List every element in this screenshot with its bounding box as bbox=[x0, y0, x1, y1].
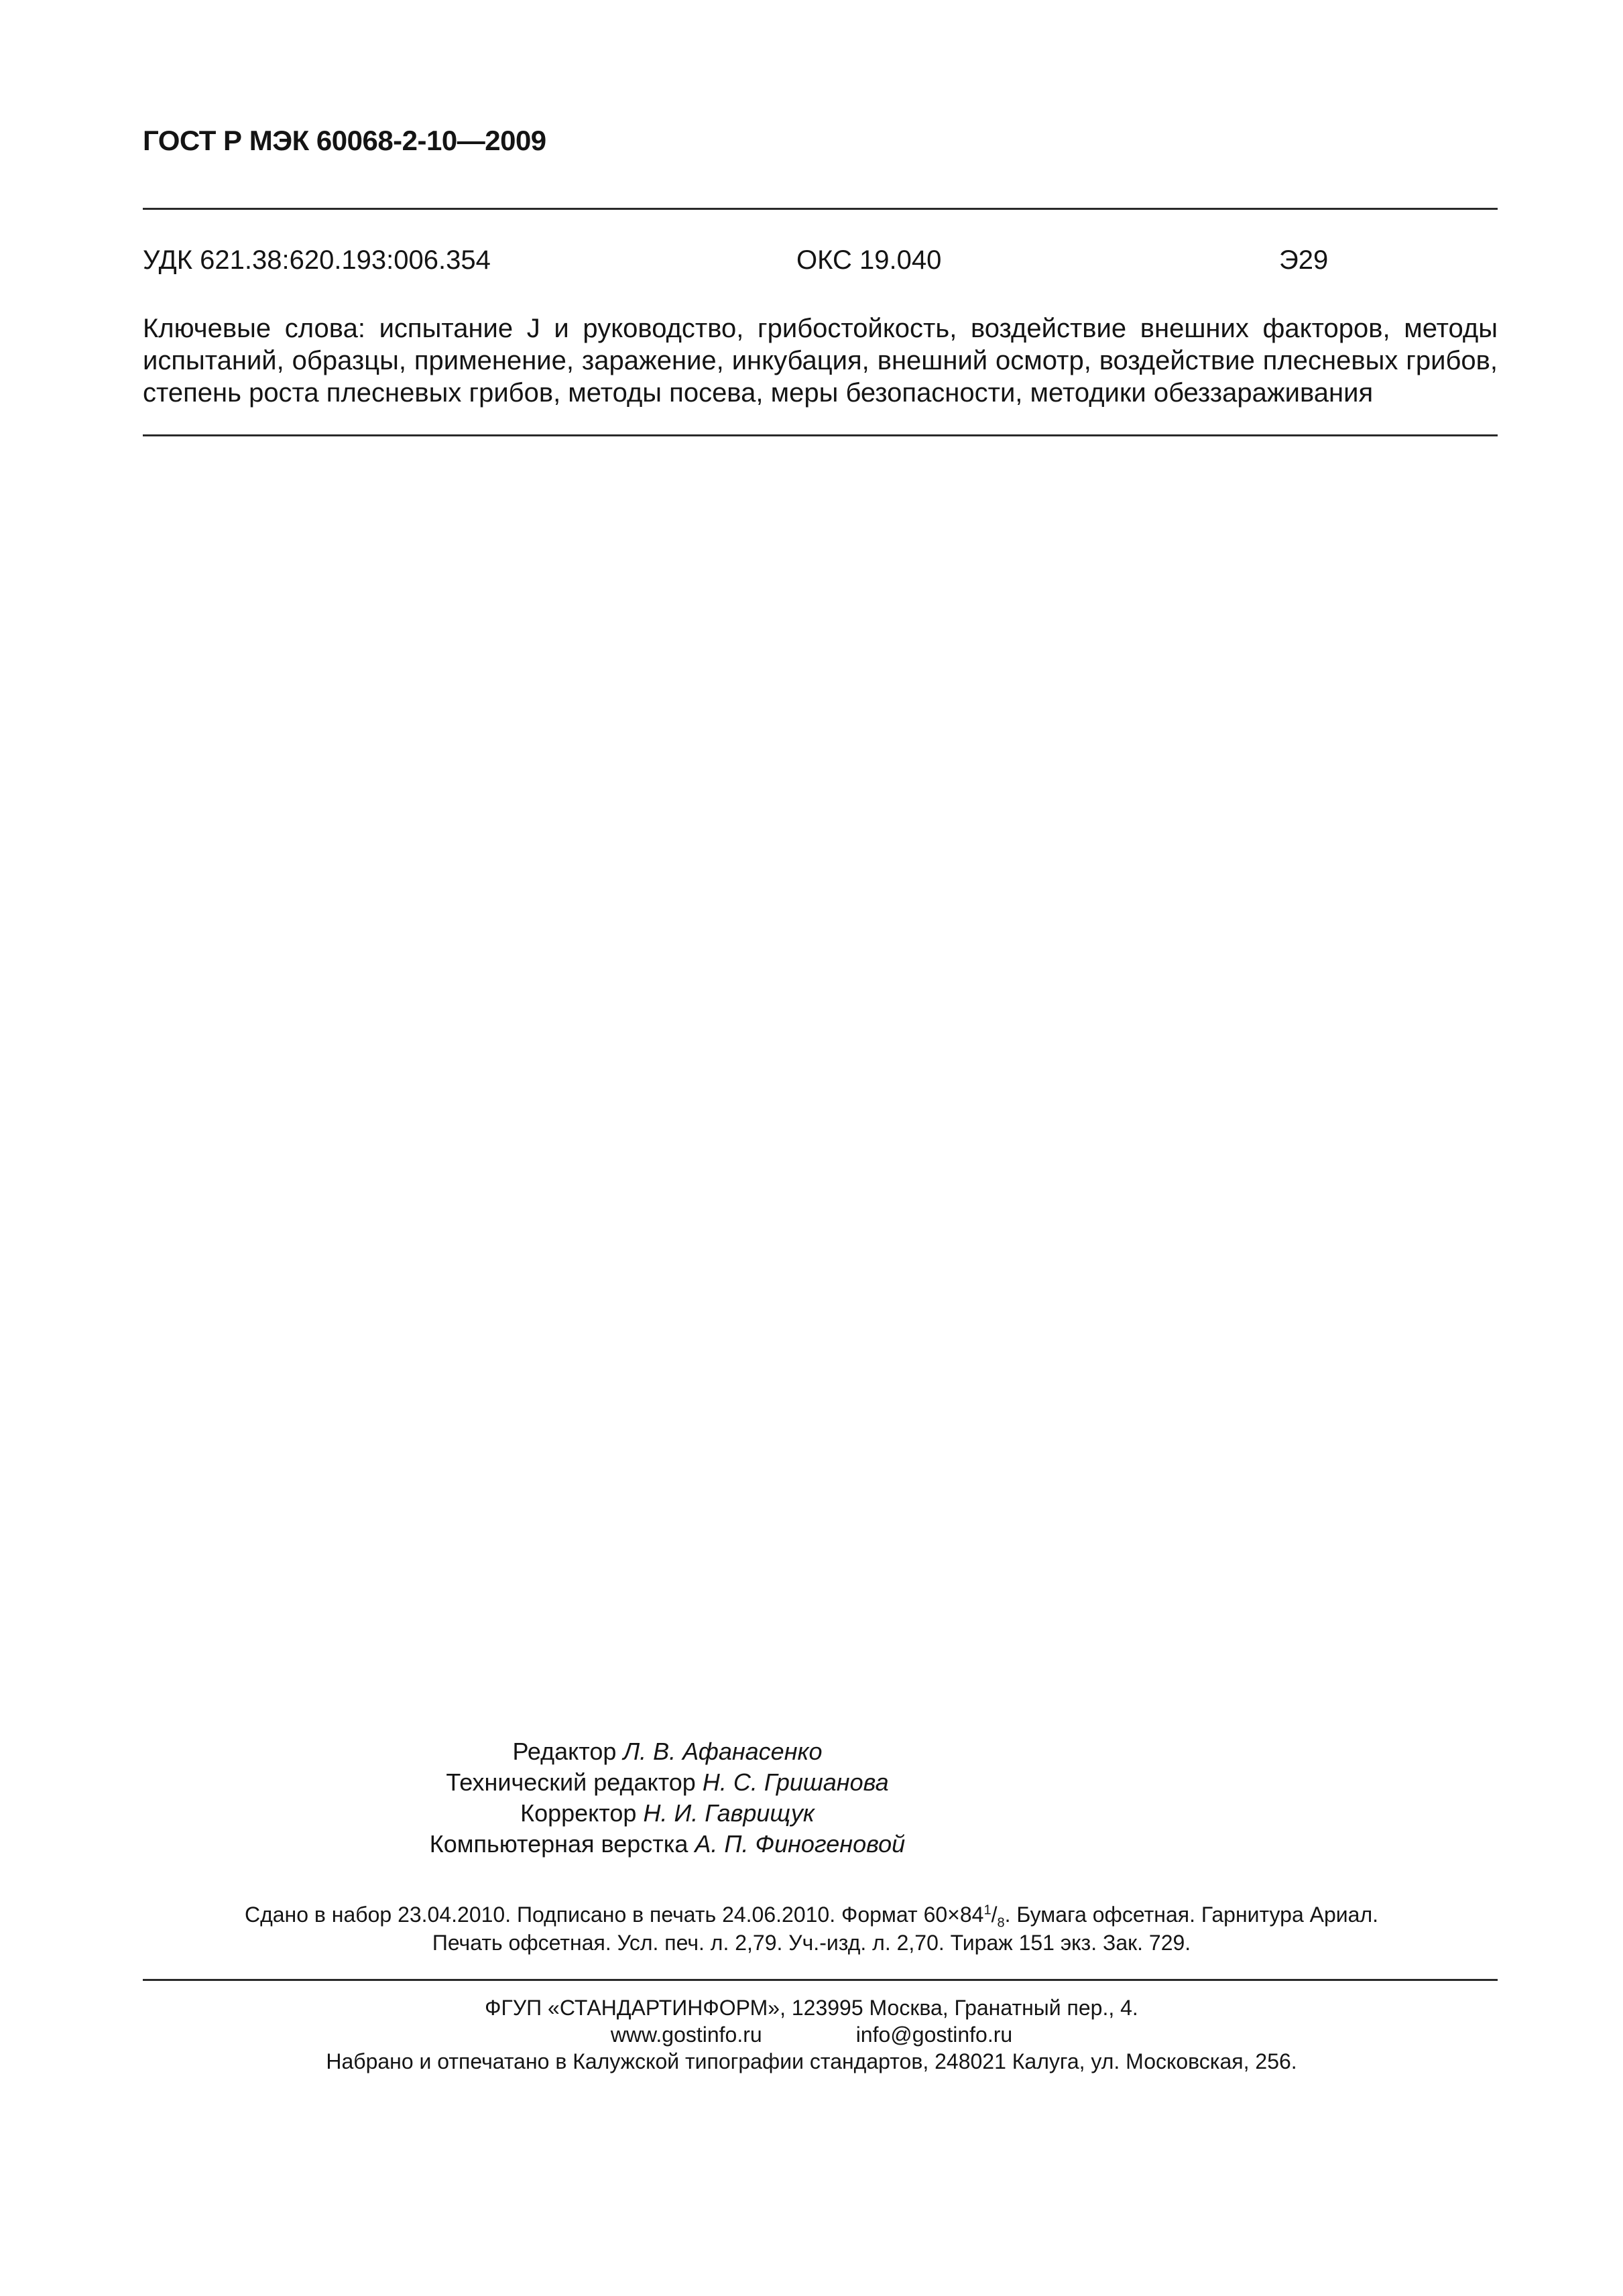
credit-person: Н. С. Гришанова bbox=[702, 1768, 889, 1796]
classifier-code: Э29 bbox=[1279, 245, 1329, 275]
imprint-text: Сдано в набор 23.04.2010. Подписано в печать 24.06.2010. Формат 60×84 bbox=[244, 1902, 984, 1927]
credit-role: Редактор bbox=[512, 1738, 617, 1765]
credit-role: Компьютерная верстка bbox=[429, 1830, 688, 1858]
format-fraction-slash: / bbox=[991, 1902, 998, 1927]
credits-block bbox=[0, 1736, 1479, 1860]
imprint-divider bbox=[143, 1979, 1498, 1981]
keywords-line: испытаний, образцы, применение, заражение, инкубация, внешний осмотр, воздействие плесневых грибов, bbox=[143, 346, 1498, 375]
imprint-text: . Бумага офсетная. Гарнитура Ариал. bbox=[1004, 1902, 1379, 1927]
format-fraction-denominator: 8 bbox=[997, 1915, 1005, 1931]
printing-house: Набрано и отпечатано в Калужской типографии стандартов, 248021 Калуга, ул. Московская, 256. bbox=[326, 2049, 1297, 2073]
imprint-line-2: Печать офсетная. Усл. печ. л. 2,79. Уч.-изд. л. 2,70. Тираж 151 экз. Зак. 729. bbox=[432, 1931, 1191, 1955]
publisher-email: info@gostinfo.ru bbox=[855, 2022, 1013, 2047]
document-code: ГОСТ Р МЭК 60068-2-10—2009 bbox=[143, 125, 546, 156]
credit-technical-editor bbox=[0, 1767, 1479, 1798]
keywords-line: Ключевые слова: испытание J и руководство, грибостойкость, воздействие внешних факторов, методы bbox=[143, 314, 1498, 343]
credit-person: Л. В. Афанасенко bbox=[623, 1738, 823, 1765]
publisher-contacts bbox=[0, 2021, 1623, 2048]
credit-layout bbox=[0, 1829, 1479, 1860]
credit-proofreader bbox=[0, 1798, 1479, 1829]
keywords-line: степень роста плесневых грибов, методы посева, меры безопасности, методики обеззараживания bbox=[143, 378, 1374, 408]
credit-person: А. П. Финогеновой bbox=[695, 1830, 906, 1858]
udk-code: УДК 621.38:620.193:006.354 bbox=[143, 245, 491, 275]
credit-role: Корректор bbox=[520, 1799, 637, 1827]
credit-role: Технический редактор bbox=[446, 1768, 696, 1796]
oks-code: ОКС 19.040 bbox=[796, 245, 942, 275]
keywords-paragraph bbox=[143, 312, 1498, 409]
credit-editor bbox=[0, 1736, 1479, 1767]
keywords-divider bbox=[143, 434, 1498, 436]
top-divider bbox=[143, 208, 1498, 210]
imprint-line-1 bbox=[0, 1900, 1623, 1929]
imprint-block bbox=[0, 1900, 1623, 1957]
publisher-website: www.gostinfo.ru bbox=[610, 2022, 762, 2047]
publisher-block bbox=[0, 1994, 1623, 2075]
credit-person: Н. И. Гаврищук bbox=[643, 1799, 815, 1827]
publisher-address: ФГУП «СТАНДАРТИНФОРМ», 123995 Москва, Гранатный пер., 4. bbox=[485, 1996, 1138, 2020]
format-fraction-numerator: 1 bbox=[983, 1902, 991, 1918]
